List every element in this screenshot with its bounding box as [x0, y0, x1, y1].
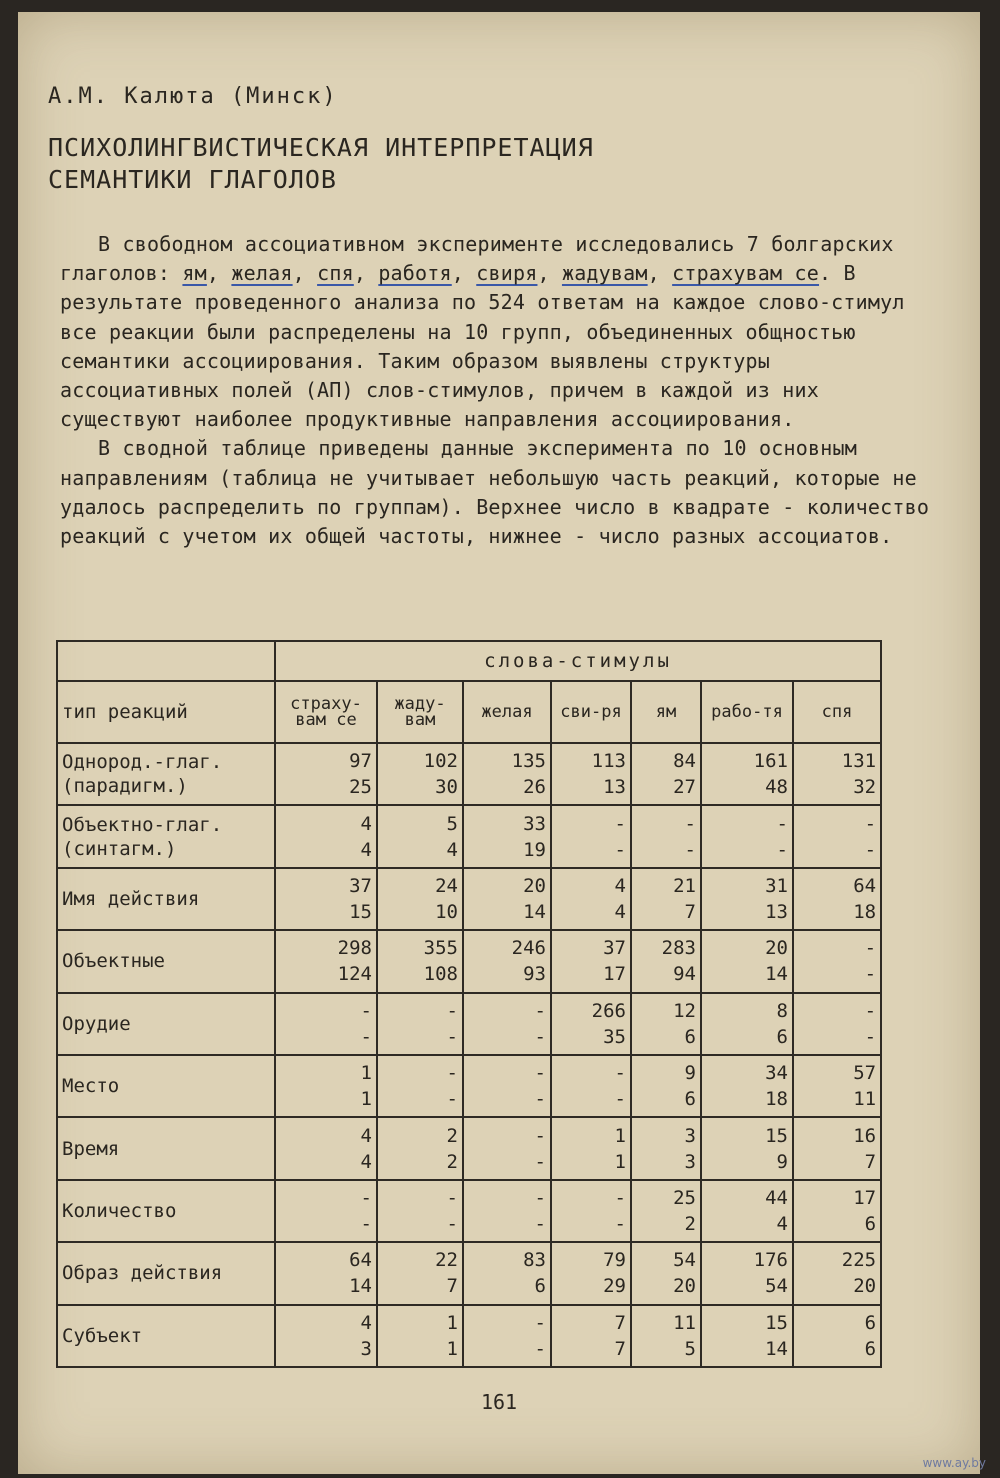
total-frequency: 20 [765, 937, 788, 960]
total-frequency: - [534, 1186, 546, 1209]
table-body [57, 743, 881, 1367]
total-frequency: 15 [765, 1124, 788, 1147]
reaction-type-label: Образ действия [57, 1242, 275, 1304]
total-frequency: 64 [853, 874, 877, 897]
value-cell [551, 1305, 631, 1367]
total-frequency: 246 [511, 937, 546, 960]
table-row [57, 993, 881, 1055]
distinct-associates: 93 [523, 963, 546, 986]
value-cell [463, 1305, 551, 1367]
value-cell [793, 1305, 881, 1367]
value-cell [275, 805, 377, 867]
distinct-associates: 108 [423, 963, 458, 986]
distinct-associates: 1 [614, 1150, 626, 1173]
distinct-associates: 26 [523, 776, 546, 799]
article-body [60, 230, 940, 551]
total-frequency: 225 [841, 1249, 877, 1272]
total-frequency: 1 [360, 1062, 372, 1085]
total-frequency: 298 [337, 937, 372, 960]
total-frequency: - [534, 1311, 546, 1334]
distinct-associates: - [446, 1025, 458, 1048]
distinct-associates: - [534, 1088, 546, 1111]
distinct-associates: 7 [684, 900, 696, 923]
table-row [57, 743, 881, 805]
value-cell [793, 1117, 881, 1179]
distinct-associates: 3 [684, 1150, 696, 1173]
value-cell [551, 993, 631, 1055]
reaction-type-label: Объектно-глаг. (синтагм.) [57, 805, 275, 867]
distinct-associates: 124 [337, 963, 372, 986]
value-cell [463, 1055, 551, 1117]
verb: жадувам [561, 261, 648, 286]
table-row [57, 1180, 881, 1242]
value-cell [551, 1117, 631, 1179]
distinct-associates: 35 [603, 1025, 626, 1048]
distinct-associates: - [684, 838, 696, 861]
distinct-associates: 30 [435, 776, 458, 799]
reaction-type-label: Место [57, 1055, 275, 1117]
total-frequency: 37 [603, 937, 626, 960]
reaction-type-label: Имя действия [57, 868, 275, 930]
total-frequency: 37 [349, 874, 372, 897]
table-row [57, 1305, 881, 1367]
value-cell [463, 930, 551, 992]
total-frequency: 283 [661, 937, 696, 960]
total-frequency: 64 [349, 1249, 372, 1272]
value-cell [793, 1055, 881, 1117]
total-frequency: 176 [753, 1249, 788, 1272]
value-cell [463, 1242, 551, 1304]
distinct-associates: - [776, 838, 788, 861]
total-frequency: 4 [614, 874, 626, 897]
distinct-associates: 18 [853, 900, 877, 923]
verb: работя [378, 261, 452, 286]
total-frequency: 1 [446, 1311, 458, 1334]
total-frequency: 131 [841, 750, 877, 773]
distinct-associates: 4 [360, 1150, 372, 1173]
distinct-associates: 7 [614, 1337, 626, 1360]
value-cell [551, 1180, 631, 1242]
total-frequency: - [864, 999, 877, 1022]
value-cell [793, 1180, 881, 1242]
value-cell [463, 743, 551, 805]
value-cell [377, 1305, 463, 1367]
column-header: спя [793, 681, 881, 743]
distinct-associates: 15 [349, 900, 372, 923]
total-frequency: 17 [853, 1186, 877, 1209]
value-cell [793, 1242, 881, 1304]
value-cell [551, 1242, 631, 1304]
distinct-associates: - [360, 1212, 372, 1235]
distinct-associates: 1 [360, 1088, 372, 1111]
total-frequency: 4 [360, 1124, 372, 1147]
total-frequency: - [614, 1186, 626, 1209]
distinct-associates: 14 [765, 1337, 788, 1360]
total-frequency: 355 [423, 937, 458, 960]
total-frequency: 4 [360, 1311, 372, 1334]
reaction-type-header: тип реакций [57, 681, 275, 743]
verb: страхувам се [672, 261, 820, 286]
value-cell [631, 1117, 701, 1179]
reaction-type-label: Субъект [57, 1305, 275, 1367]
verb: спя [317, 261, 354, 286]
book-page [18, 12, 980, 1474]
value-cell [551, 868, 631, 930]
total-frequency: 12 [673, 999, 696, 1022]
value-cell [377, 993, 463, 1055]
value-cell [463, 993, 551, 1055]
table-row [57, 1242, 881, 1304]
total-frequency: 83 [523, 1249, 546, 1272]
column-header: ям [631, 681, 701, 743]
value-cell [793, 805, 881, 867]
total-frequency: 20 [523, 874, 546, 897]
table-row [57, 1055, 881, 1117]
distinct-associates: 6 [864, 1337, 877, 1360]
value-cell [463, 868, 551, 930]
title-line-1: ПСИХОЛИНГВИСТИЧЕСКАЯ ИНТЕРПРЕТАЦИЯ [48, 133, 594, 162]
value-cell [631, 1055, 701, 1117]
article-title [48, 132, 594, 196]
distinct-associates: 14 [523, 900, 546, 923]
value-cell [793, 993, 881, 1055]
value-cell [551, 930, 631, 992]
reaction-type-label: Время [57, 1117, 275, 1179]
distinct-associates: - [534, 1150, 546, 1173]
distinct-associates: 20 [673, 1275, 696, 1298]
value-cell [377, 868, 463, 930]
value-cell [701, 805, 793, 867]
distinct-associates: 6 [864, 1212, 877, 1235]
total-frequency: - [446, 1186, 458, 1209]
total-frequency: 113 [591, 750, 626, 773]
distinct-associates: 6 [534, 1275, 546, 1298]
distinct-associates: 5 [684, 1337, 696, 1360]
value-cell [701, 1117, 793, 1179]
total-frequency: - [534, 999, 546, 1022]
distinct-associates: 20 [853, 1275, 877, 1298]
author-line: А.М. Калюта (Минск) [48, 84, 338, 109]
reactions-table [56, 640, 882, 1368]
table-corner-cell [57, 641, 275, 681]
table-row [57, 805, 881, 867]
distinct-associates: 7 [446, 1275, 458, 1298]
total-frequency: 3 [684, 1124, 696, 1147]
value-cell [377, 1180, 463, 1242]
total-frequency: 15 [765, 1311, 788, 1334]
distinct-associates: 13 [765, 900, 788, 923]
column-header: жаду-вам [377, 681, 463, 743]
value-cell [701, 1242, 793, 1304]
distinct-associates: - [446, 1212, 458, 1235]
total-frequency: 161 [753, 750, 788, 773]
value-cell [793, 930, 881, 992]
total-frequency: - [446, 999, 458, 1022]
total-frequency: 31 [765, 874, 788, 897]
value-cell [463, 805, 551, 867]
paragraph-1: В свободном ассоциативном эксперименте исследовались 7 болгарских глаголов: ям, желая, спя, работя, свиря, жадувам, страхувам се. В результате проведенного анализа по 524 ответам на каждое слово-стимул все реакции были распределены на 10 групп, объединенных общностью семантики ассоциирования. Таким образом выявлены структуры ассоциативных полей (АП) слов-стимулов, причем в каждой из них существуют наиболее продуктивные направления ассоциирования. [60, 232, 905, 432]
value-cell [631, 743, 701, 805]
value-cell [793, 743, 881, 805]
distinct-associates: 3 [360, 1337, 372, 1360]
value-cell [701, 1305, 793, 1367]
distinct-associates: - [864, 963, 877, 986]
reaction-type-label: Однород.-глаг. (парадигм.) [57, 743, 275, 805]
value-cell [631, 930, 701, 992]
total-frequency: 25 [673, 1186, 696, 1209]
total-frequency: 2 [446, 1124, 458, 1147]
total-frequency: 7 [614, 1311, 626, 1334]
distinct-associates: 54 [765, 1275, 788, 1298]
table-row [57, 1117, 881, 1179]
value-cell [275, 868, 377, 930]
distinct-associates: - [534, 1025, 546, 1048]
table-row [57, 930, 881, 992]
distinct-associates: 2 [446, 1150, 458, 1173]
distinct-associates: 13 [603, 776, 626, 799]
value-cell [463, 1117, 551, 1179]
value-cell [275, 1117, 377, 1179]
value-cell [377, 743, 463, 805]
distinct-associates: 14 [349, 1275, 372, 1298]
total-frequency: 6 [864, 1311, 877, 1334]
distinct-associates: 11 [853, 1088, 877, 1111]
total-frequency: - [446, 1062, 458, 1085]
total-frequency: 44 [765, 1186, 788, 1209]
total-frequency: - [864, 812, 877, 835]
total-frequency: - [614, 1062, 626, 1085]
total-frequency: 79 [603, 1249, 626, 1272]
distinct-associates: 10 [435, 900, 458, 923]
distinct-associates: 94 [673, 963, 696, 986]
distinct-associates: - [614, 1212, 626, 1235]
value-cell [701, 1180, 793, 1242]
distinct-associates: - [614, 1088, 626, 1111]
value-cell [551, 805, 631, 867]
value-cell [377, 1117, 463, 1179]
total-frequency: - [534, 1062, 546, 1085]
value-cell [631, 1242, 701, 1304]
total-frequency: - [684, 812, 696, 835]
total-frequency: 8 [776, 999, 788, 1022]
distinct-associates: 1 [446, 1337, 458, 1360]
reaction-type-label: Объектные [57, 930, 275, 992]
total-frequency: - [614, 812, 626, 835]
total-frequency: 11 [673, 1311, 696, 1334]
total-frequency: 21 [673, 874, 696, 897]
distinct-associates: 27 [673, 776, 696, 799]
distinct-associates: 2 [684, 1212, 696, 1235]
value-cell [701, 993, 793, 1055]
verb: свиря [476, 261, 538, 286]
total-frequency: 5 [446, 812, 458, 835]
value-cell [377, 930, 463, 992]
value-cell [701, 743, 793, 805]
distinct-associates: 6 [684, 1025, 696, 1048]
distinct-associates: 14 [765, 963, 788, 986]
value-cell [377, 805, 463, 867]
column-header: желая [463, 681, 551, 743]
distinct-associates: - [446, 1088, 458, 1111]
total-frequency: - [534, 1124, 546, 1147]
distinct-associates: 6 [684, 1088, 696, 1111]
distinct-associates: - [864, 838, 877, 861]
total-frequency: 135 [511, 750, 546, 773]
distinct-associates: 6 [776, 1025, 788, 1048]
value-cell [701, 930, 793, 992]
total-frequency: 102 [423, 750, 458, 773]
distinct-associates: 4 [776, 1212, 788, 1235]
distinct-associates: 4 [614, 900, 626, 923]
total-frequency: 34 [765, 1062, 788, 1085]
distinct-associates: - [534, 1212, 546, 1235]
stimulus-words-header: слова-стимулы [275, 641, 881, 681]
table-row [57, 868, 881, 930]
value-cell [551, 1055, 631, 1117]
value-cell [701, 868, 793, 930]
value-cell [631, 1180, 701, 1242]
total-frequency: 84 [673, 750, 696, 773]
column-header: рабо-тя [701, 681, 793, 743]
page-number: 161 [480, 1390, 518, 1414]
value-cell [631, 868, 701, 930]
total-frequency: - [360, 999, 372, 1022]
value-cell [463, 1180, 551, 1242]
distinct-associates: 4 [446, 838, 458, 861]
distinct-associates: 19 [523, 838, 546, 861]
total-frequency: 22 [435, 1249, 458, 1272]
total-frequency: 1 [614, 1124, 626, 1147]
value-cell [275, 930, 377, 992]
value-cell [631, 993, 701, 1055]
total-frequency: 54 [673, 1249, 696, 1272]
distinct-associates: - [360, 1025, 372, 1048]
value-cell [377, 1242, 463, 1304]
distinct-associates: 17 [603, 963, 626, 986]
value-cell [275, 1180, 377, 1242]
column-header: страху-вам се [275, 681, 377, 743]
distinct-associates: 7 [864, 1150, 877, 1173]
total-frequency: 16 [853, 1124, 877, 1147]
value-cell [275, 1055, 377, 1117]
total-frequency: 9 [684, 1062, 696, 1085]
distinct-associates: 18 [765, 1088, 788, 1111]
total-frequency: 97 [349, 750, 372, 773]
value-cell [275, 1242, 377, 1304]
value-cell [793, 868, 881, 930]
distinct-associates: - [864, 1025, 877, 1048]
value-cell [275, 1305, 377, 1367]
total-frequency: - [864, 937, 877, 960]
reaction-type-label: Количество [57, 1180, 275, 1242]
total-frequency: - [776, 812, 788, 835]
reaction-type-label: Орудие [57, 993, 275, 1055]
column-header: сви-ря [551, 681, 631, 743]
paragraph-2: В сводной таблице приведены данные эксперимента по 10 основным направлениям (таблица не учитывает небольшую часть реакций, которые не удалось распределить по группам). Верхнее число в квадрате - количество реакций с учетом их общей частоты, нижнее - число разных ассоциатов. [60, 436, 930, 549]
value-cell [275, 743, 377, 805]
total-frequency: - [360, 1186, 372, 1209]
distinct-associates: 25 [349, 776, 372, 799]
verb: желая [231, 261, 293, 286]
verb: ям [182, 261, 207, 286]
value-cell [377, 1055, 463, 1117]
value-cell [631, 1305, 701, 1367]
distinct-associates: 29 [603, 1275, 626, 1298]
distinct-associates: 32 [853, 776, 877, 799]
distinct-associates: 4 [360, 838, 372, 861]
value-cell [701, 1055, 793, 1117]
value-cell [275, 993, 377, 1055]
distinct-associates: 9 [776, 1150, 788, 1173]
distinct-associates: - [534, 1337, 546, 1360]
distinct-associates: - [614, 838, 626, 861]
total-frequency: 33 [523, 812, 546, 835]
value-cell [551, 743, 631, 805]
value-cell [631, 805, 701, 867]
total-frequency: 266 [591, 999, 626, 1022]
watermark-url: www.ay.by [922, 1456, 986, 1470]
total-frequency: 4 [360, 812, 372, 835]
title-line-2: СЕМАНТИКИ ГЛАГОЛОВ [48, 165, 337, 194]
total-frequency: 57 [853, 1062, 877, 1085]
distinct-associates: 48 [765, 776, 788, 799]
total-frequency: 24 [435, 874, 458, 897]
